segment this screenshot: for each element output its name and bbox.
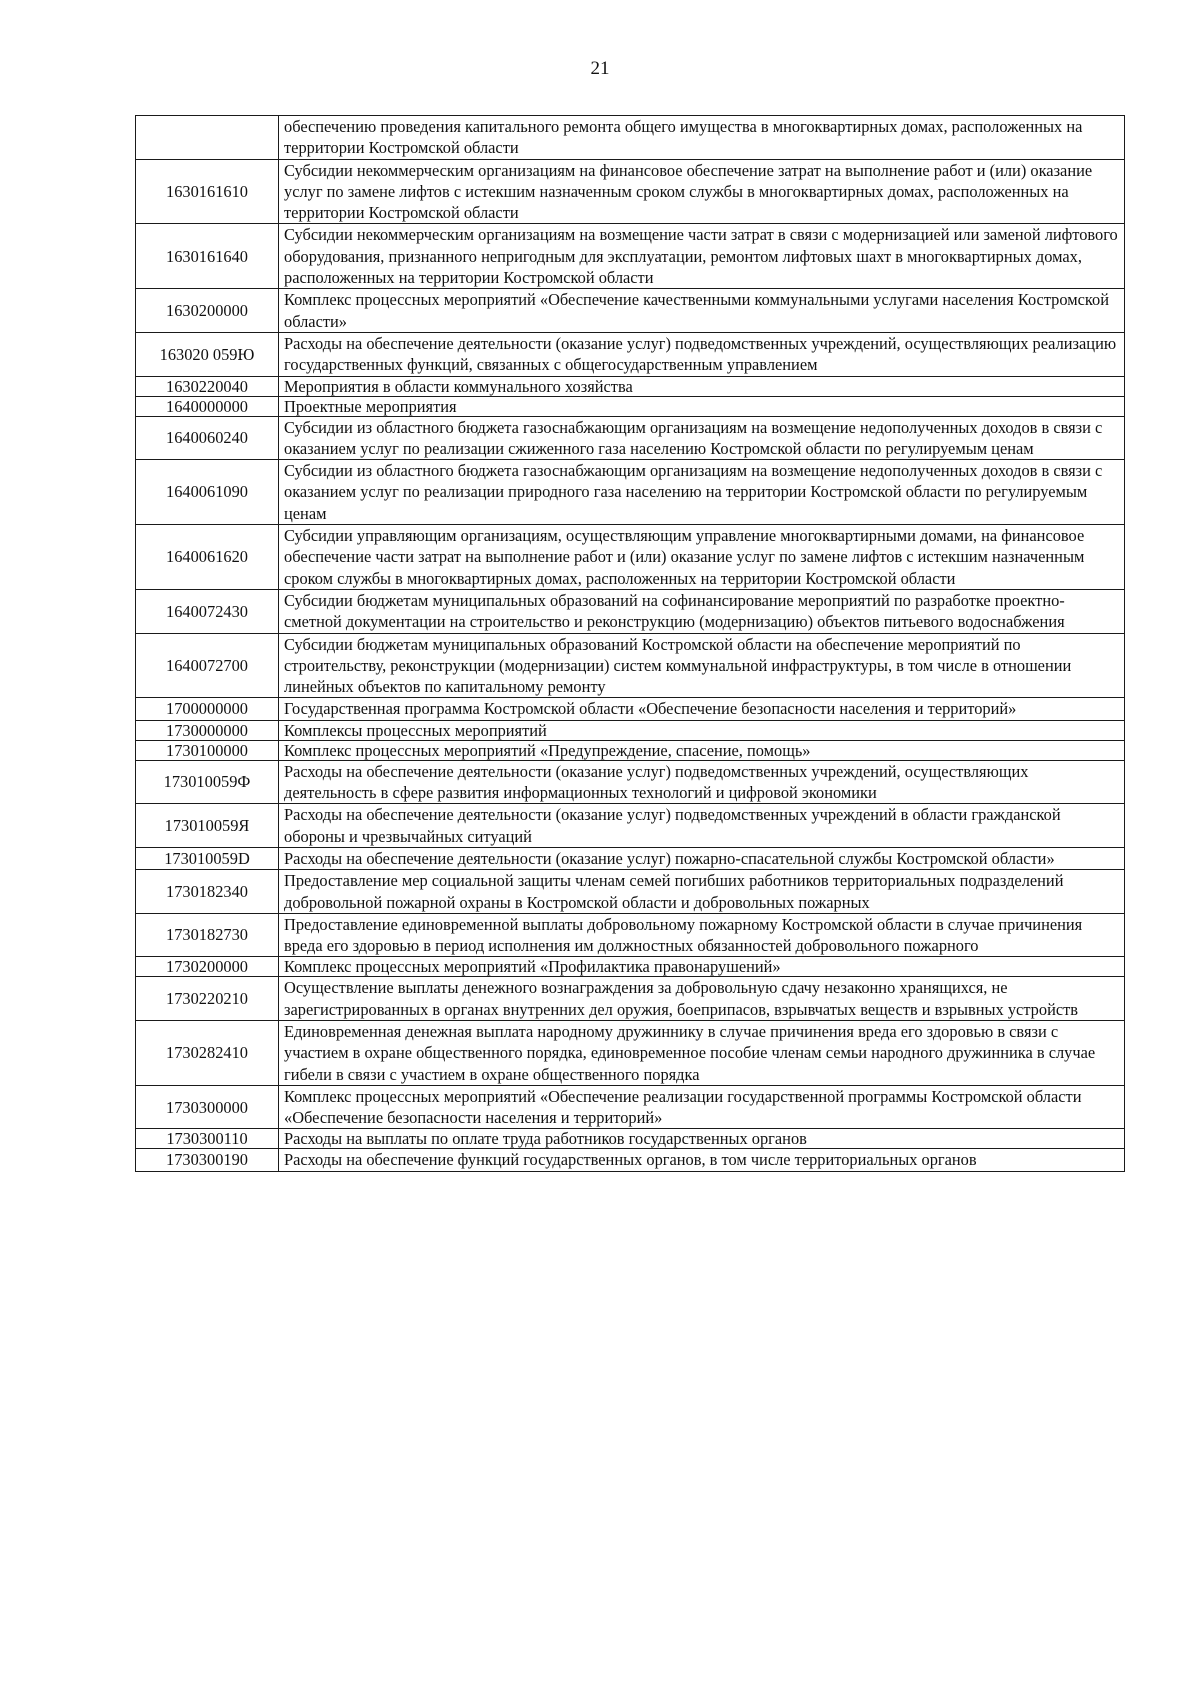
row-description: Субсидии бюджетам муниципальных образований на софинансирование мероприятий по разработке проектно-сметной документации на строительство и реконструкцию (модернизацию) объектов питьевого водоснабжения xyxy=(279,589,1125,633)
row-code: 173010059Ф xyxy=(136,760,279,804)
budget-code-table xyxy=(135,115,1125,1172)
table-row xyxy=(136,957,1125,977)
row-description: Комплексы процессных мероприятий xyxy=(279,720,1125,740)
table-row xyxy=(136,1020,1125,1085)
row-code: 1730282410 xyxy=(136,1020,279,1085)
table-row xyxy=(136,720,1125,740)
row-code: 1640072430 xyxy=(136,589,279,633)
row-code: 1640061090 xyxy=(136,460,279,525)
page-number: 21 xyxy=(590,58,610,79)
row-description: Государственная программа Костромской области «Обеспечение безопасности населения и территорий» xyxy=(279,698,1125,720)
table-row xyxy=(136,116,1125,160)
row-code: 1640061620 xyxy=(136,525,279,590)
row-code: 1630161640 xyxy=(136,224,279,289)
row-description: Субсидии из областного бюджета газоснабжающим организациям на возмещение недополученных доходов в связи с оказанием услуг по реализации природного газа населению на территории Костромской области по регулируемым ценам xyxy=(279,460,1125,525)
row-code: 1730200000 xyxy=(136,957,279,977)
row-code: 1640072700 xyxy=(136,633,279,698)
row-description: Субсидии некоммерческим организациям на финансовое обеспечение затрат на выполнение работ и (или) оказание услуг по замене лифтов с истекшим назначенным сроком службы в многоквартирных домах, расположенных на территории Костромской области xyxy=(279,159,1125,224)
row-description: обеспечению проведения капитального ремонта общего имущества в многоквартирных домах, расположенных на территории Костромской области xyxy=(279,116,1125,160)
table-row xyxy=(136,870,1125,914)
row-description: Комплекс процессных мероприятий «Обеспечение качественными коммунальными услугами населения Костромской области» xyxy=(279,289,1125,333)
row-description: Расходы на обеспечение деятельности (оказание услуг) пожарно-спасательной службы Костромской области» xyxy=(279,847,1125,869)
table-row xyxy=(136,396,1125,416)
row-description: Расходы на обеспечение функций государственных органов, в том числе территориальных органов xyxy=(279,1149,1125,1171)
row-code: 1730000000 xyxy=(136,720,279,740)
table-row xyxy=(136,159,1125,224)
table-row xyxy=(136,804,1125,848)
row-code: 1730300110 xyxy=(136,1129,279,1149)
table-row xyxy=(136,1085,1125,1129)
row-code: 173010059Я xyxy=(136,804,279,848)
row-description: Расходы на выплаты по оплате труда работников государственных органов xyxy=(279,1129,1125,1149)
table-row xyxy=(136,332,1125,376)
table-row xyxy=(136,376,1125,396)
row-description: Комплекс процессных мероприятий «Предупреждение, спасение, помощь» xyxy=(279,740,1125,760)
row-code: 1730182340 xyxy=(136,870,279,914)
row-description: Проектные мероприятия xyxy=(279,396,1125,416)
row-description: Субсидии бюджетам муниципальных образований Костромской области на обеспечение мероприятий по строительству, реконструкции (модернизации) систем коммунальной инфраструктуры, в том числе в отношении линейных объектов по капитальному ремонту xyxy=(279,633,1125,698)
row-description: Субсидии некоммерческим организациям на возмещение части затрат в связи с модернизацией или заменой лифтового оборудования, признанного непригодным для эксплуатации, ремонтом лифтовых шахт в многоквартирных домах, расположенных на территории Костромской области xyxy=(279,224,1125,289)
row-description: Расходы на обеспечение деятельности (оказание услуг) подведомственных учреждений, осуществляющих деятельность в сфере развития информационных технологий и цифровой экономики xyxy=(279,760,1125,804)
table-row xyxy=(136,224,1125,289)
row-description: Осуществление выплаты денежного вознаграждения за добровольную сдачу незаконно хранящихся, не зарегистрированных в органах внутренних дел оружия, боеприпасов, взрывчатых веществ и взрывных устройств xyxy=(279,977,1125,1021)
table-row xyxy=(136,847,1125,869)
row-code: 1630200000 xyxy=(136,289,279,333)
row-code: 173010059D xyxy=(136,847,279,869)
table-row xyxy=(136,460,1125,525)
row-code: 1730300190 xyxy=(136,1149,279,1171)
row-description: Единовременная денежная выплата народному дружиннику в случае причинения вреда его здоровью в связи с участием в охране общественного порядка, единовременное пособие членам семьи народного дружинника в случае гибели в связи с участием в охране общественного порядка xyxy=(279,1020,1125,1085)
table-row xyxy=(136,289,1125,333)
row-code: 1700000000 xyxy=(136,698,279,720)
table-row xyxy=(136,589,1125,633)
row-code: 163020 059Ю xyxy=(136,332,279,376)
row-code: 1730100000 xyxy=(136,740,279,760)
row-code: 1730300000 xyxy=(136,1085,279,1129)
row-description: Предоставление мер социальной защиты членам семей погибших работников территориальных подразделений добровольной пожарной охраны в Костромской области и добровольных пожарных xyxy=(279,870,1125,914)
table-row xyxy=(136,1129,1125,1149)
row-code: 1730182730 xyxy=(136,913,279,957)
table-row xyxy=(136,977,1125,1021)
table-row xyxy=(136,1149,1125,1171)
row-code: 1630161610 xyxy=(136,159,279,224)
row-code: 1640060240 xyxy=(136,416,279,460)
row-description: Комплекс процессных мероприятий «Профилактика правонарушений» xyxy=(279,957,1125,977)
table-row xyxy=(136,525,1125,590)
row-code xyxy=(136,116,279,160)
row-code: 1730220210 xyxy=(136,977,279,1021)
table-row xyxy=(136,416,1125,460)
row-description: Мероприятия в области коммунального хозяйства xyxy=(279,376,1125,396)
row-description: Субсидии из областного бюджета газоснабжающим организациям на возмещение недополученных доходов в связи с оказанием услуг по реализации сжиженного газа населению Костромской области по регулируемым ценам xyxy=(279,416,1125,460)
table-row xyxy=(136,633,1125,698)
row-code: 1640000000 xyxy=(136,396,279,416)
row-description: Субсидии управляющим организациям, осуществляющим управление многоквартирными домами, на финансовое обеспечение части затрат на выполнение работ и (или) оказание услуг по замене лифтов с истекшим назначенным сроком службы в многоквартирных домах, расположенных на территории Костромской области xyxy=(279,525,1125,590)
table-row xyxy=(136,740,1125,760)
table-body xyxy=(136,116,1125,1172)
row-description: Комплекс процессных мероприятий «Обеспечение реализации государственной программы Костромской области «Обеспечение безопасности населения и территорий» xyxy=(279,1085,1125,1129)
row-description: Предоставление единовременной выплаты добровольному пожарному Костромской области в случае причинения вреда его здоровью в период исполнения им должностных обязанностей добровольного пожарного xyxy=(279,913,1125,957)
table-row xyxy=(136,913,1125,957)
table-row xyxy=(136,698,1125,720)
table-row xyxy=(136,760,1125,804)
row-description: Расходы на обеспечение деятельности (оказание услуг) подведомственных учреждений, осуществляющих реализацию государственных функций, связанных с общегосударственным управлением xyxy=(279,332,1125,376)
row-code: 1630220040 xyxy=(136,376,279,396)
row-description: Расходы на обеспечение деятельности (оказание услуг) подведомственных учреждений в области гражданской обороны и чрезвычайных ситуаций xyxy=(279,804,1125,848)
